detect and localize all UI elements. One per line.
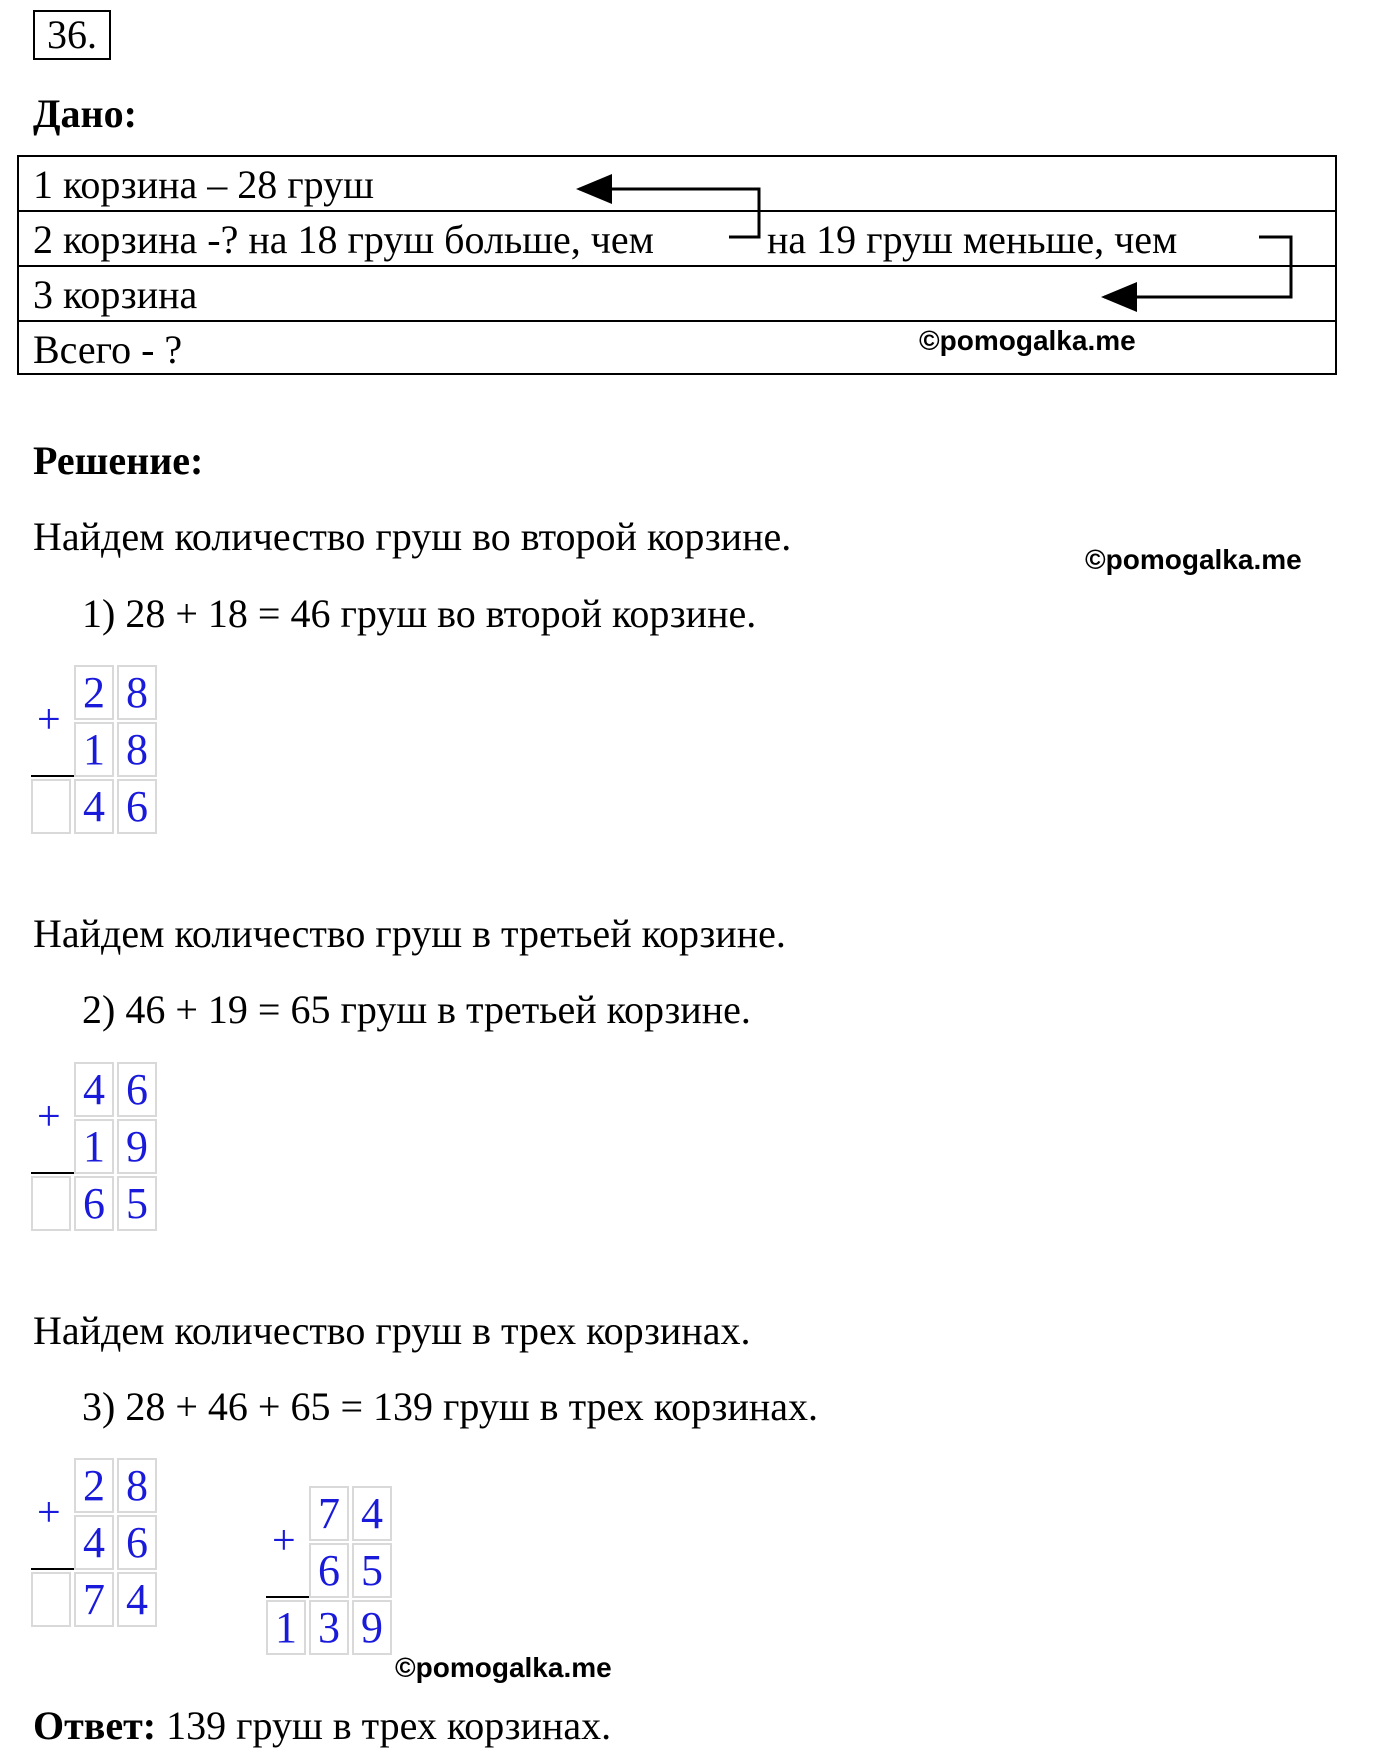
digit-cell: 6 (117, 1515, 157, 1570)
digit-cell: 1 (74, 722, 114, 777)
watermark: ©pomogalka.me (919, 325, 1136, 356)
answer-label: Ответ: (33, 1703, 157, 1748)
step-2-intro: Найдем количество груш в третьей корзине. (33, 911, 786, 956)
task-number: 36. (33, 10, 111, 60)
digit-cell: 4 (74, 779, 114, 834)
digit-cell: 2 (74, 665, 114, 720)
sum-line (266, 1596, 309, 1598)
digit-cell: 5 (117, 1176, 157, 1231)
digit-cell: 1 (266, 1600, 306, 1655)
digit-cell: 9 (117, 1119, 157, 1174)
digit-cell: 1 (74, 1119, 114, 1174)
given-row-basket-1: 1 корзина – 28 груш (33, 162, 374, 207)
digit-cell: 8 (117, 1458, 157, 1513)
digit-cell: 7 (74, 1572, 114, 1627)
plus-sign: + (37, 1490, 61, 1536)
digit-cell: 7 (309, 1486, 349, 1541)
watermark: ©pomogalka.me (395, 1652, 612, 1683)
step-1-equation: 1) 28 + 18 = 46 груш во второй корзине. (82, 591, 757, 636)
digit-cell: 3 (309, 1600, 349, 1655)
digit-cell: 4 (74, 1062, 114, 1117)
sum-line (31, 775, 74, 777)
step-1-intro: Найдем количество груш во второй корзине. (33, 514, 792, 559)
digit-cell: 4 (352, 1486, 392, 1541)
given-row-total: Всего - ? (33, 327, 183, 372)
plus-sign: + (37, 697, 61, 743)
digit-cell: 6 (309, 1543, 349, 1598)
step-2-equation: 2) 46 + 19 = 65 груш в третьей корзине. (82, 987, 751, 1032)
given-row-basket-3: 3 корзина (33, 272, 198, 317)
arrow-to-basket-1 (579, 189, 759, 237)
plus-sign: + (37, 1094, 61, 1140)
digit-cell: 9 (352, 1600, 392, 1655)
given-row-basket-2: 2 корзина -? на 18 груш больше, чем (33, 217, 654, 262)
relation-arrows (19, 157, 1339, 377)
watermark: ©pomogalka.me (1085, 544, 1302, 575)
plus-sign: + (272, 1518, 296, 1564)
answer-text: 139 груш в трех корзинах. (156, 1703, 612, 1748)
digit-cell (31, 779, 71, 834)
sum-line (31, 1172, 74, 1174)
given-heading: Дано: (33, 91, 137, 136)
digit-cell: 4 (74, 1515, 114, 1570)
given-row-basket-2-relation: на 19 груш меньше, чем (767, 217, 1178, 262)
digit-cell: 6 (117, 779, 157, 834)
digit-cell: 6 (74, 1176, 114, 1231)
step-3-intro: Найдем количество груш в трех корзинах. (33, 1308, 751, 1353)
sum-line (31, 1568, 74, 1570)
digit-cell: 4 (117, 1572, 157, 1627)
digit-cell: 8 (117, 722, 157, 777)
answer (33, 1702, 611, 1750)
digit-cell: 2 (74, 1458, 114, 1513)
arrow-to-basket-3 (1104, 237, 1291, 297)
digit-cell (31, 1572, 71, 1627)
digit-cell: 6 (117, 1062, 157, 1117)
step-3-equation: 3) 28 + 46 + 65 = 139 груш в трех корзинах. (82, 1384, 819, 1429)
digit-cell (31, 1176, 71, 1231)
solution-heading: Решение: (33, 438, 204, 483)
digit-cell: 5 (352, 1543, 392, 1598)
given-table (17, 155, 1337, 375)
digit-cell: 8 (117, 665, 157, 720)
